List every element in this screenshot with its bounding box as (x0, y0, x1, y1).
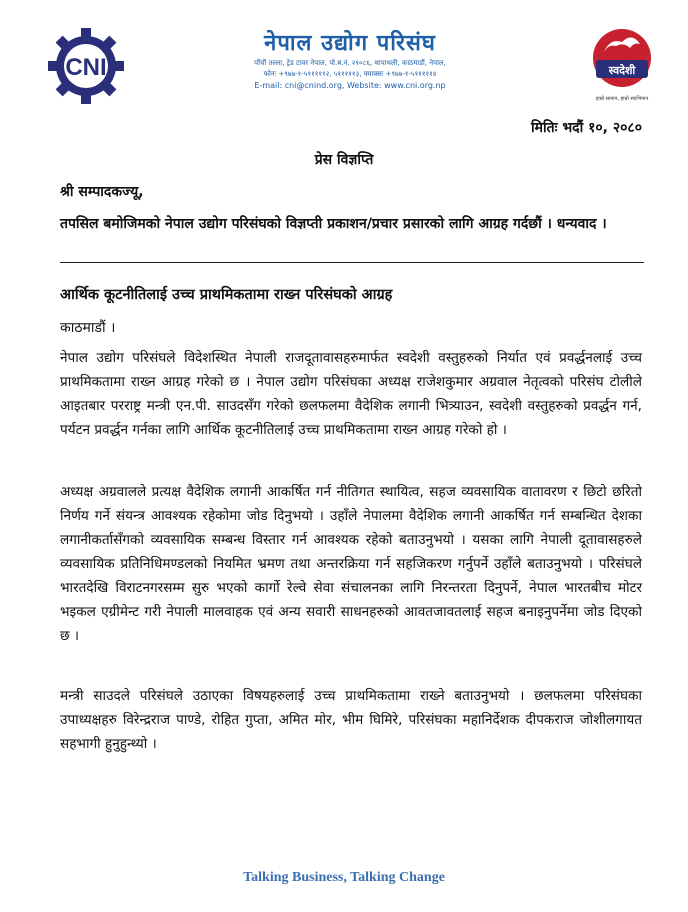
divider (60, 262, 644, 263)
salutation: श्री सम्पादकज्यू, (60, 184, 144, 200)
cni-gear-logo-icon (44, 24, 128, 108)
swadeshi-logo-icon (590, 24, 654, 108)
press-date: मितिः भदौं १०, २०८० (531, 120, 642, 136)
publication-request: तपसिल बमोजिमको नेपाल उद्योग परिसंघको विज्ञप्ती प्रकाशन/प्रचार प्रसारको लागि आग्रह गर्दछौं । धन्यवाद । (60, 216, 607, 232)
letterhead-block (150, 30, 550, 92)
org-name: नेपाल उद्योग परिसंघ (264, 31, 436, 56)
body-paragraph-3: मन्त्री साउदले परिसंघले उठाएका विषयहरुलाई उच्च प्राथमिकतामा राख्ने बताउनुभयो । छलफलमा परिसंघका उपाध्यक्षहरु विरेन्द्रराज पाण्डे, रोहित गुप्ता, अमित मोर, भीम घिमिरे, परिसंघका महानिर्देशक दीपकराज जोशीलगायत सहभागी हुनुहुन्थ्यो । (60, 688, 642, 752)
org-email-website: E-mail: cni@cnind.org, Website: www.cni.org.np (254, 81, 446, 90)
org-address: पाँचौं तल्ला, ट्रेड टावर नेपाल, पो.ब.नं. २१०८६, थापाथली, काठमाडौं, नेपाल, (254, 59, 446, 67)
release-subject: आर्थिक कूटनीतिलाई उच्च प्राथमिकतामा राख्न परिसंघको आग्रह (60, 287, 393, 303)
body-paragraph-2: अध्यक्ष अग्रवालले प्रत्यक्ष वैदेशिक लगानी आकर्षित गर्न नीतिगत स्थायित्व, सहज व्यवसायिक वातावरण र छिटो छरितो निर्णय गर्ने संयन्त्र आवश्यक रहेकोमा जोड दिनुभयो । उहाँले नेपालमा वैदेशिक लगानी आकर्षित गर्न सम्बन्धित देशका लगानीकर्तासँगको व्यवसायिक सम्बन्ध विस्तार गर्न आवश्यक रहेको बताउनुभयो । यसका लागि नेपाली दूतावासहरुले व्यवसायिक प्रतिनिधिमण्डलको नियमित भ्रमण तथा अन्तरक्रिया गर्न सहजिकरण गर्नुपर्ने उहाँले बताउनुभयो । परिसंघले भारतदेखि विराटनगरसम्म सुरु भएको कार्गो रेल्वे सेवा संचालनका लागि निरन्तरता दिनुपर्ने, नेपाल भारतबीच मोटर भइकल एग्रीमेन्ट गरी नेपाली मालवाहक एवं अन्य सवारी साधनहरुको आवतजावतलाई सहज बनाइनुपर्नेमा जोड दिएको छ । (60, 484, 642, 644)
body-paragraph-1: नेपाल उद्योग परिसंघले विदेशस्थित नेपाली राजदूतावासहरुमार्फत स्वदेशी वस्तुहरुको निर्यात एवं प्रवर्द्धनलाई उच्च प्राथमिकतामा राख्न आग्रह गरेको छ । नेपाल उद्योग परिसंघका अध्यक्ष राजेशकुमार अग्रवाल नेतृत्वको परिसंघ टोलीले आइतबार परराष्ट्र मन्त्री एन.पी. साउदसँग गरेको छलफलमा वैदेशिक लगानी भित्र्याउन, स्वदेशी वस्तुहरुको प्रवर्द्धन गर्न, पर्यटन प्रवर्द्धन गर्नका लागि आर्थिक कूटनीतिलाई उच्च प्राथमिकतामा राख्न आग्रह गरेको हो । (60, 350, 642, 438)
swadeshi-tagline: हाम्रो सामान, हाम्रो स्वाभिमान (595, 96, 649, 102)
footer-tagline: Talking Business, Talking Change (243, 870, 445, 885)
letterhead-header (0, 0, 688, 112)
org-phone: फोनः +९७७-१-५१११११२, ५१११११३, फ्याक्सः +९७७-१-५१११११४ (263, 70, 437, 78)
cni-logo-text: CNI (65, 54, 107, 81)
dateline-place: काठमाडौं । (60, 320, 116, 336)
press-release-heading: प्रेस विज्ञप्ति (314, 152, 374, 168)
swadeshi-logo-text: स्वदेशी (608, 64, 636, 77)
